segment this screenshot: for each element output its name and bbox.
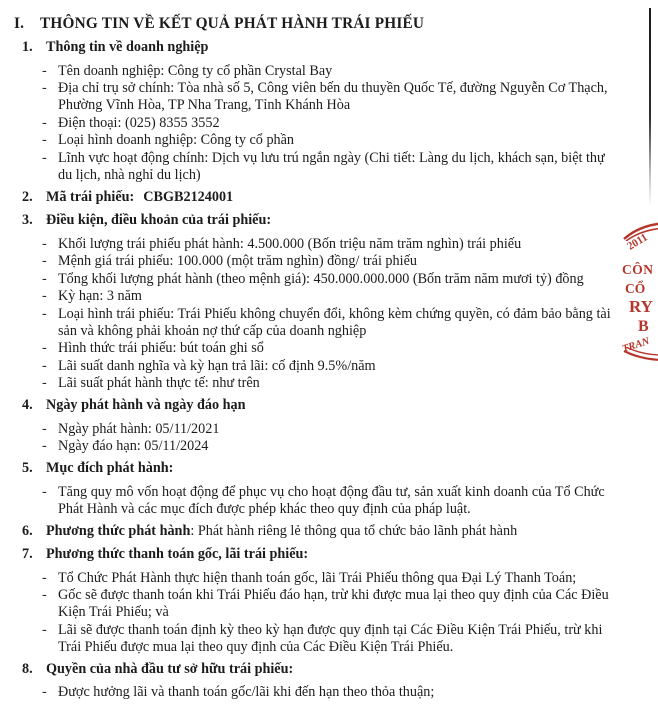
bullet-item [14, 622, 624, 656]
item-heading-text [46, 522, 624, 542]
bullet-list [14, 236, 624, 393]
bullet-dash: - [42, 270, 47, 287]
bullet-text: Kỳ hạn: 3 năm [58, 288, 142, 304]
bullet-dash: - [42, 483, 47, 500]
bullet-dash: - [42, 621, 47, 638]
bullet-text: Lãi suất phát hành thực tế: như trên [58, 375, 260, 391]
item-number: 2. [22, 188, 33, 205]
bullet-text: Tổ Chức Phát Hành thực hiện thanh toán gốc, lãi Trái Phiếu thông qua Đại Lý Thanh Toán; [58, 569, 577, 586]
item-title: Phương thức thanh toán gốc, lãi trái phiếu: [46, 546, 309, 562]
item-number: 3. [22, 212, 33, 228]
item-number: 6. [22, 522, 33, 539]
bullet-item [14, 438, 624, 455]
item-title: Ngày phát hành và ngày đáo hạn [46, 397, 246, 413]
bullet-text: Tổng khối lượng phát hành (theo mệnh giá): 450.000.000.000 (Bốn trăm năm mươi tỷ) đồng [58, 270, 584, 287]
bullet-text: Tên doanh nghiệp: Công ty cổ phần Crystal Bay [58, 62, 333, 79]
item-8 [14, 660, 624, 702]
page-edge-scan-line [649, 8, 651, 206]
bullet-item [14, 375, 624, 392]
bullet-list [14, 484, 624, 518]
bullet-item [14, 306, 624, 340]
bullet-dash: - [42, 305, 47, 322]
item-heading-text [46, 188, 624, 208]
bullet-item [14, 587, 624, 621]
bullet-dash: - [42, 340, 47, 356]
item-heading [14, 188, 624, 208]
bullet-list [14, 570, 624, 656]
bullet-dash: - [42, 587, 47, 603]
bullet-text: Lãi suất danh nghĩa và kỳ hạn trả lãi: cố định 9.5%/năm [58, 357, 376, 374]
bullet-item [14, 421, 624, 438]
item-heading [14, 459, 624, 479]
item-title: Quyền của nhà đầu tư sở hữu trái phiếu: [46, 660, 294, 677]
bullet-dash: - [42, 375, 47, 391]
item-heading [14, 660, 624, 680]
bullet-text: Loại hình doanh nghiệp: Công ty cổ phần [58, 132, 295, 148]
bullet-item [14, 358, 624, 375]
bullet-item [14, 63, 624, 80]
bullet-text: Gốc sẽ được thanh toán khi Trái Phiếu đáo hạn, trừ khi được mua lại theo quy định của Các Điều Kiện Trái Phiếu; và [58, 587, 609, 620]
bullet-item [14, 340, 624, 357]
stamp-tran-text: TRAN [620, 335, 652, 356]
item-heading [14, 396, 624, 416]
item-number: 7. [22, 546, 33, 562]
bullet-item [14, 288, 624, 305]
section-heading-numeral: I. [14, 15, 25, 32]
bullet-item [14, 684, 624, 701]
items-container [14, 38, 624, 701]
bullet-dash: - [42, 114, 47, 131]
item-title: Điều kiện, điều khoản của trái phiếu: [46, 212, 272, 228]
item-heading [14, 38, 624, 58]
bullet-dash: - [42, 420, 47, 437]
stamp-co-text: CỔ [625, 281, 646, 296]
stamp-cong-text: CÔN [622, 262, 654, 277]
section-heading [14, 14, 624, 34]
bullet-list [14, 421, 624, 456]
item-bold-value: CBGB2124001 [143, 188, 234, 205]
bullet-dash: - [42, 569, 47, 586]
item-7 [14, 545, 624, 656]
bullet-dash: - [42, 357, 47, 374]
item-title: Thông tin về doanh nghiệp [46, 39, 209, 55]
bullet-text: Ngày đáo hạn: 05/11/2024 [58, 438, 209, 454]
bullet-item [14, 570, 624, 587]
bullet-dash: - [42, 684, 47, 700]
bullet-dash: - [42, 253, 47, 269]
bullet-text: Ngày phát hành: 05/11/2021 [58, 420, 220, 437]
bullet-dash: - [42, 235, 47, 252]
item-4 [14, 396, 624, 455]
bullet-text: Điện thoại: (025) 8355 3552 [58, 114, 220, 131]
bullet-text: Khối lượng trái phiếu phát hành: 4.500.000 (Bốn triệu năm trăm nghìn) trái phiếu [58, 235, 522, 252]
item-heading-text [46, 211, 624, 231]
item-2 [14, 188, 624, 208]
bullet-text: Hình thức trái phiếu: bút toán ghi sổ [58, 340, 264, 356]
item-number: 4. [22, 397, 33, 413]
bullet-item [14, 236, 624, 253]
bullet-dash: - [42, 80, 47, 96]
item-heading [14, 545, 624, 565]
item-number: 1. [22, 39, 33, 55]
bullet-item [14, 132, 624, 149]
stamp-ry-text: RY [629, 297, 653, 316]
item-title: Mã trái phiếu: [46, 188, 135, 205]
bullet-dash: - [42, 149, 47, 166]
item-heading-text [46, 396, 624, 416]
item-title: Phương thức phát hành [46, 522, 191, 539]
item-heading-text [46, 459, 624, 479]
bullet-text: Tăng quy mô vốn hoạt động để phục vụ cho hoạt động đầu tư, sản xuất kinh doanh của Tổ Chức Phát Hành và các mục đích được phép khác theo quy định của pháp luật. [58, 483, 605, 517]
company-seal-stamp [622, 221, 658, 361]
item-number: 5. [22, 460, 33, 476]
item-1 [14, 38, 624, 184]
bullet-dash: - [42, 132, 47, 148]
item-heading-text [46, 660, 624, 680]
item-3 [14, 211, 624, 392]
bullet-list [14, 684, 624, 701]
item-heading-text [46, 38, 624, 58]
bullet-list [14, 63, 624, 184]
bullet-dash: - [42, 288, 47, 304]
bullet-item [14, 484, 624, 518]
bullet-item [14, 150, 624, 184]
bullet-text: Địa chỉ trụ sở chính: Tòa nhà số 5, Công viên bến du thuyền Quốc Tế, đường Nguyễn Cơ Thạch, Phường Vĩnh Hòa, TP Nha Trang, Tỉnh Khánh Hòa [58, 80, 608, 113]
bullet-text: Mệnh giá trái phiếu: 100.000 (một trăm nghìn) đồng/ trái phiếu [58, 253, 417, 269]
bullet-text: Loại hình trái phiếu: Trái Phiếu không chuyển đổi, không kèm chứng quyền, có đảm bảo bằng tài sản và không phải khoản nợ thứ cấp của doanh nghiệp [58, 305, 611, 339]
bullet-item [14, 115, 624, 132]
item-heading [14, 522, 624, 542]
stamp-b-text: B [638, 318, 649, 335]
bullet-dash: - [42, 438, 47, 454]
item-title: Mục đích phát hành: [46, 460, 174, 476]
bullet-dash: - [42, 62, 47, 79]
item-heading-text [46, 545, 624, 565]
document-content [14, 14, 624, 702]
item-5 [14, 459, 624, 518]
item-heading [14, 211, 624, 231]
stamp-arc-bottom-icon [622, 347, 658, 367]
bullet-text: Được hưởng lãi và thanh toán gốc/lãi khi đến hạn theo thỏa thuận; [58, 684, 435, 700]
bullet-text: Lĩnh vực hoạt động chính: Dịch vụ lưu trú ngắn ngày (Chi tiết: Làng du lịch, khách sạn, biệt thự du lịch, nhà nghỉ du lịch) [58, 149, 605, 183]
bullet-text: Lãi sẽ được thanh toán định kỳ theo kỳ hạn được quy định tại Các Điều Kiện Trái Phiếu, trừ khi Trái Phiếu được mua lại theo quy định của Các Điều Kiện Trái Phiếu. [58, 621, 603, 655]
bullet-item [14, 80, 624, 114]
section-heading-title: THÔNG TIN VỀ KẾT QUẢ PHÁT HÀNH TRÁI PHIẾU [40, 15, 425, 32]
item-number: 8. [22, 660, 33, 677]
item-inline-text: : Phát hành riêng lẻ thông qua tổ chức bảo lãnh phát hành [190, 522, 518, 539]
bullet-item [14, 253, 624, 270]
bullet-item [14, 271, 624, 288]
stamp-year-text: 2011 [625, 231, 650, 253]
item-6 [14, 522, 624, 542]
